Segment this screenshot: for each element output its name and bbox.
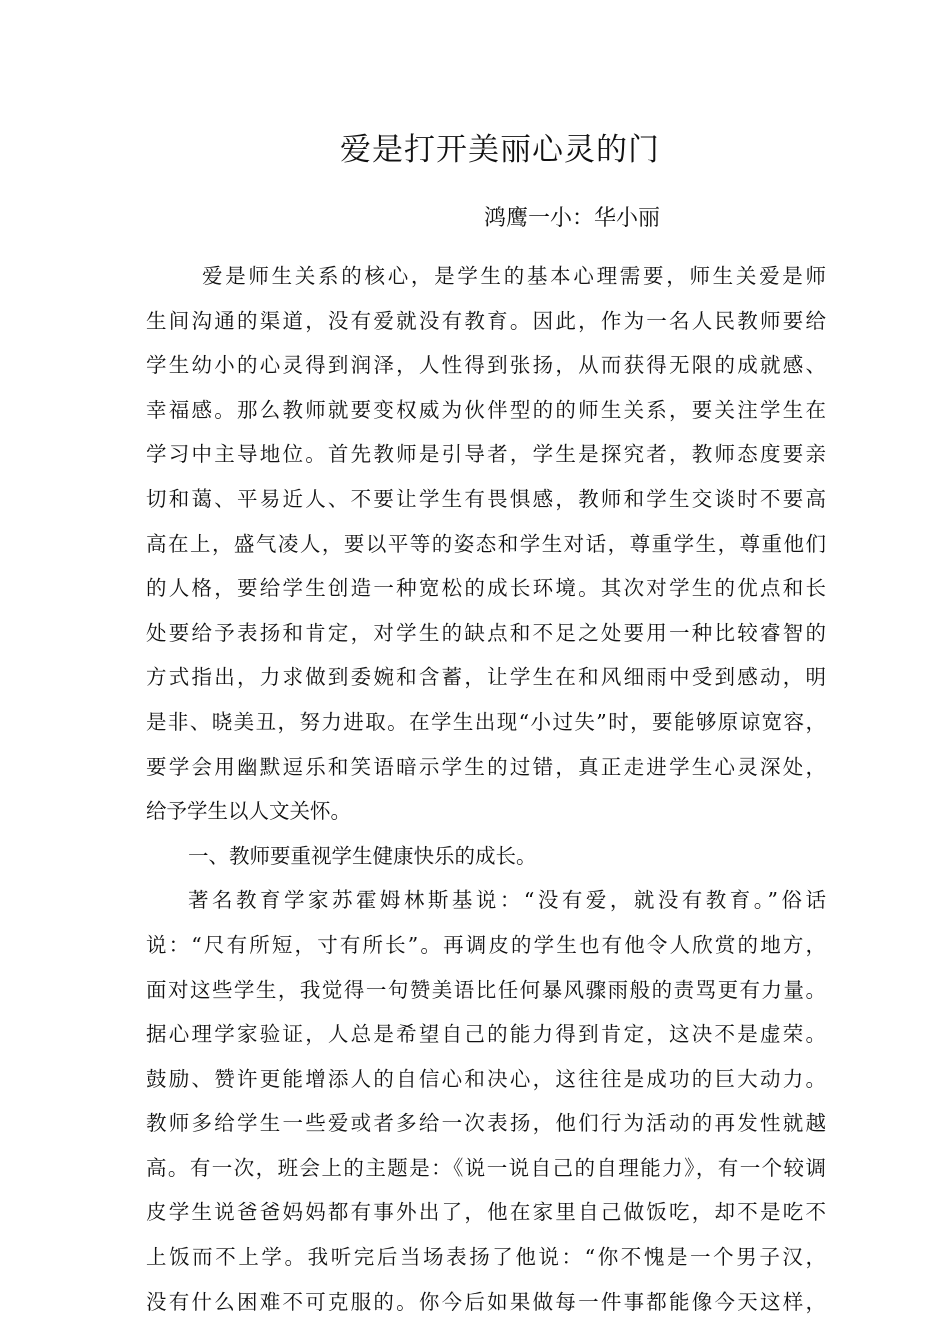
paragraph-line: 要学会用幽默逗乐和笑语暗示学生的过错，真正走进学生心灵深处，: [146, 754, 826, 779]
paragraph-line: 没有什么困难不可克服的。你今后如果做每一件事都能像今天这样，: [146, 1289, 826, 1314]
paragraph-line: 是非、晓美丑，努力进取。在学生出现“小过失”时，要能够原谅宽容，: [146, 709, 826, 734]
paragraph-line: 的人格，要给学生创造一种宽松的成长环境。其次对学生的优点和长: [146, 576, 826, 601]
document-title: 爱是打开美丽心灵的门: [340, 132, 660, 168]
paragraph-line: 方式指出，力求做到委婉和含蓄，让学生在和风细雨中受到感动，明: [146, 665, 826, 690]
author-line: 鸿鹰一小：华小丽: [484, 206, 661, 231]
body-text: [146, 254, 826, 1324]
paragraph-line: 高。有一次，班会上的主题是：《说一说自己的自理能力》，有一个较调: [146, 1155, 826, 1180]
paragraph-line: 切和蔼、平易近人、不要让学生有畏惧感，教师和学生交谈时不要高: [146, 486, 826, 511]
paragraph-line: 生间沟通的渠道，没有爱就没有教育。因此，作为一名人民教师要给: [146, 308, 826, 333]
section-heading: 一、教师要重视学生健康快乐的成长。: [188, 843, 537, 868]
paragraph-line: 鼓励、赞许更能增添人的自信心和决心，这往往是成功的巨大动力。: [146, 1066, 826, 1091]
paragraph-line: 学生幼小的心灵得到润泽，人性得到张扬，从而获得无限的成就感、: [146, 353, 826, 378]
paragraph-line: 给予学生以人文关怀。: [146, 799, 351, 824]
paragraph-line: 教师多给学生一些爱或者多给一次表扬，他们行为活动的再发性就越: [146, 1111, 826, 1136]
paragraph-line: 幸福感。那么教师就要变权威为伙伴型的的师生关系，要关注学生在: [146, 397, 826, 422]
paragraph-line: 说：“尺有所短，寸有所长”。再调皮的学生也有他令人欣赏的地方，: [146, 932, 826, 957]
paragraph-line: 处要给予表扬和肯定，对学生的缺点和不足之处要用一种比较睿智的: [146, 620, 826, 645]
paragraph-line: 皮学生说爸爸妈妈都有事外出了，他在家里自己做饭吃，却不是吃不: [146, 1200, 826, 1225]
paragraph-line: 面对这些学生，我觉得一句赞美语比任何暴风骤雨般的责骂更有力量。: [146, 977, 826, 1002]
paragraph-line: 学习中主导地位。首先教师是引导者，学生是探究者，教师态度要亲: [146, 442, 826, 467]
paragraph-line: 据心理学家验证，人总是希望自己的能力得到肯定，这决不是虚荣。: [146, 1022, 826, 1047]
paragraph-line: 上饭而不上学。我听完后当场表扬了他说：“你不愧是一个男子汉，: [146, 1245, 826, 1270]
paragraph-line: 高在上，盛气凌人，要以平等的姿态和学生对话，尊重学生，尊重他们: [146, 531, 826, 556]
paragraph-line: 著名教育学家苏霍姆林斯基说：“没有爱，就没有教育。”俗话: [188, 888, 826, 913]
paragraph-line: 爱是师生关系的核心，是学生的基本心理需要，师生关爱是师: [202, 264, 826, 288]
